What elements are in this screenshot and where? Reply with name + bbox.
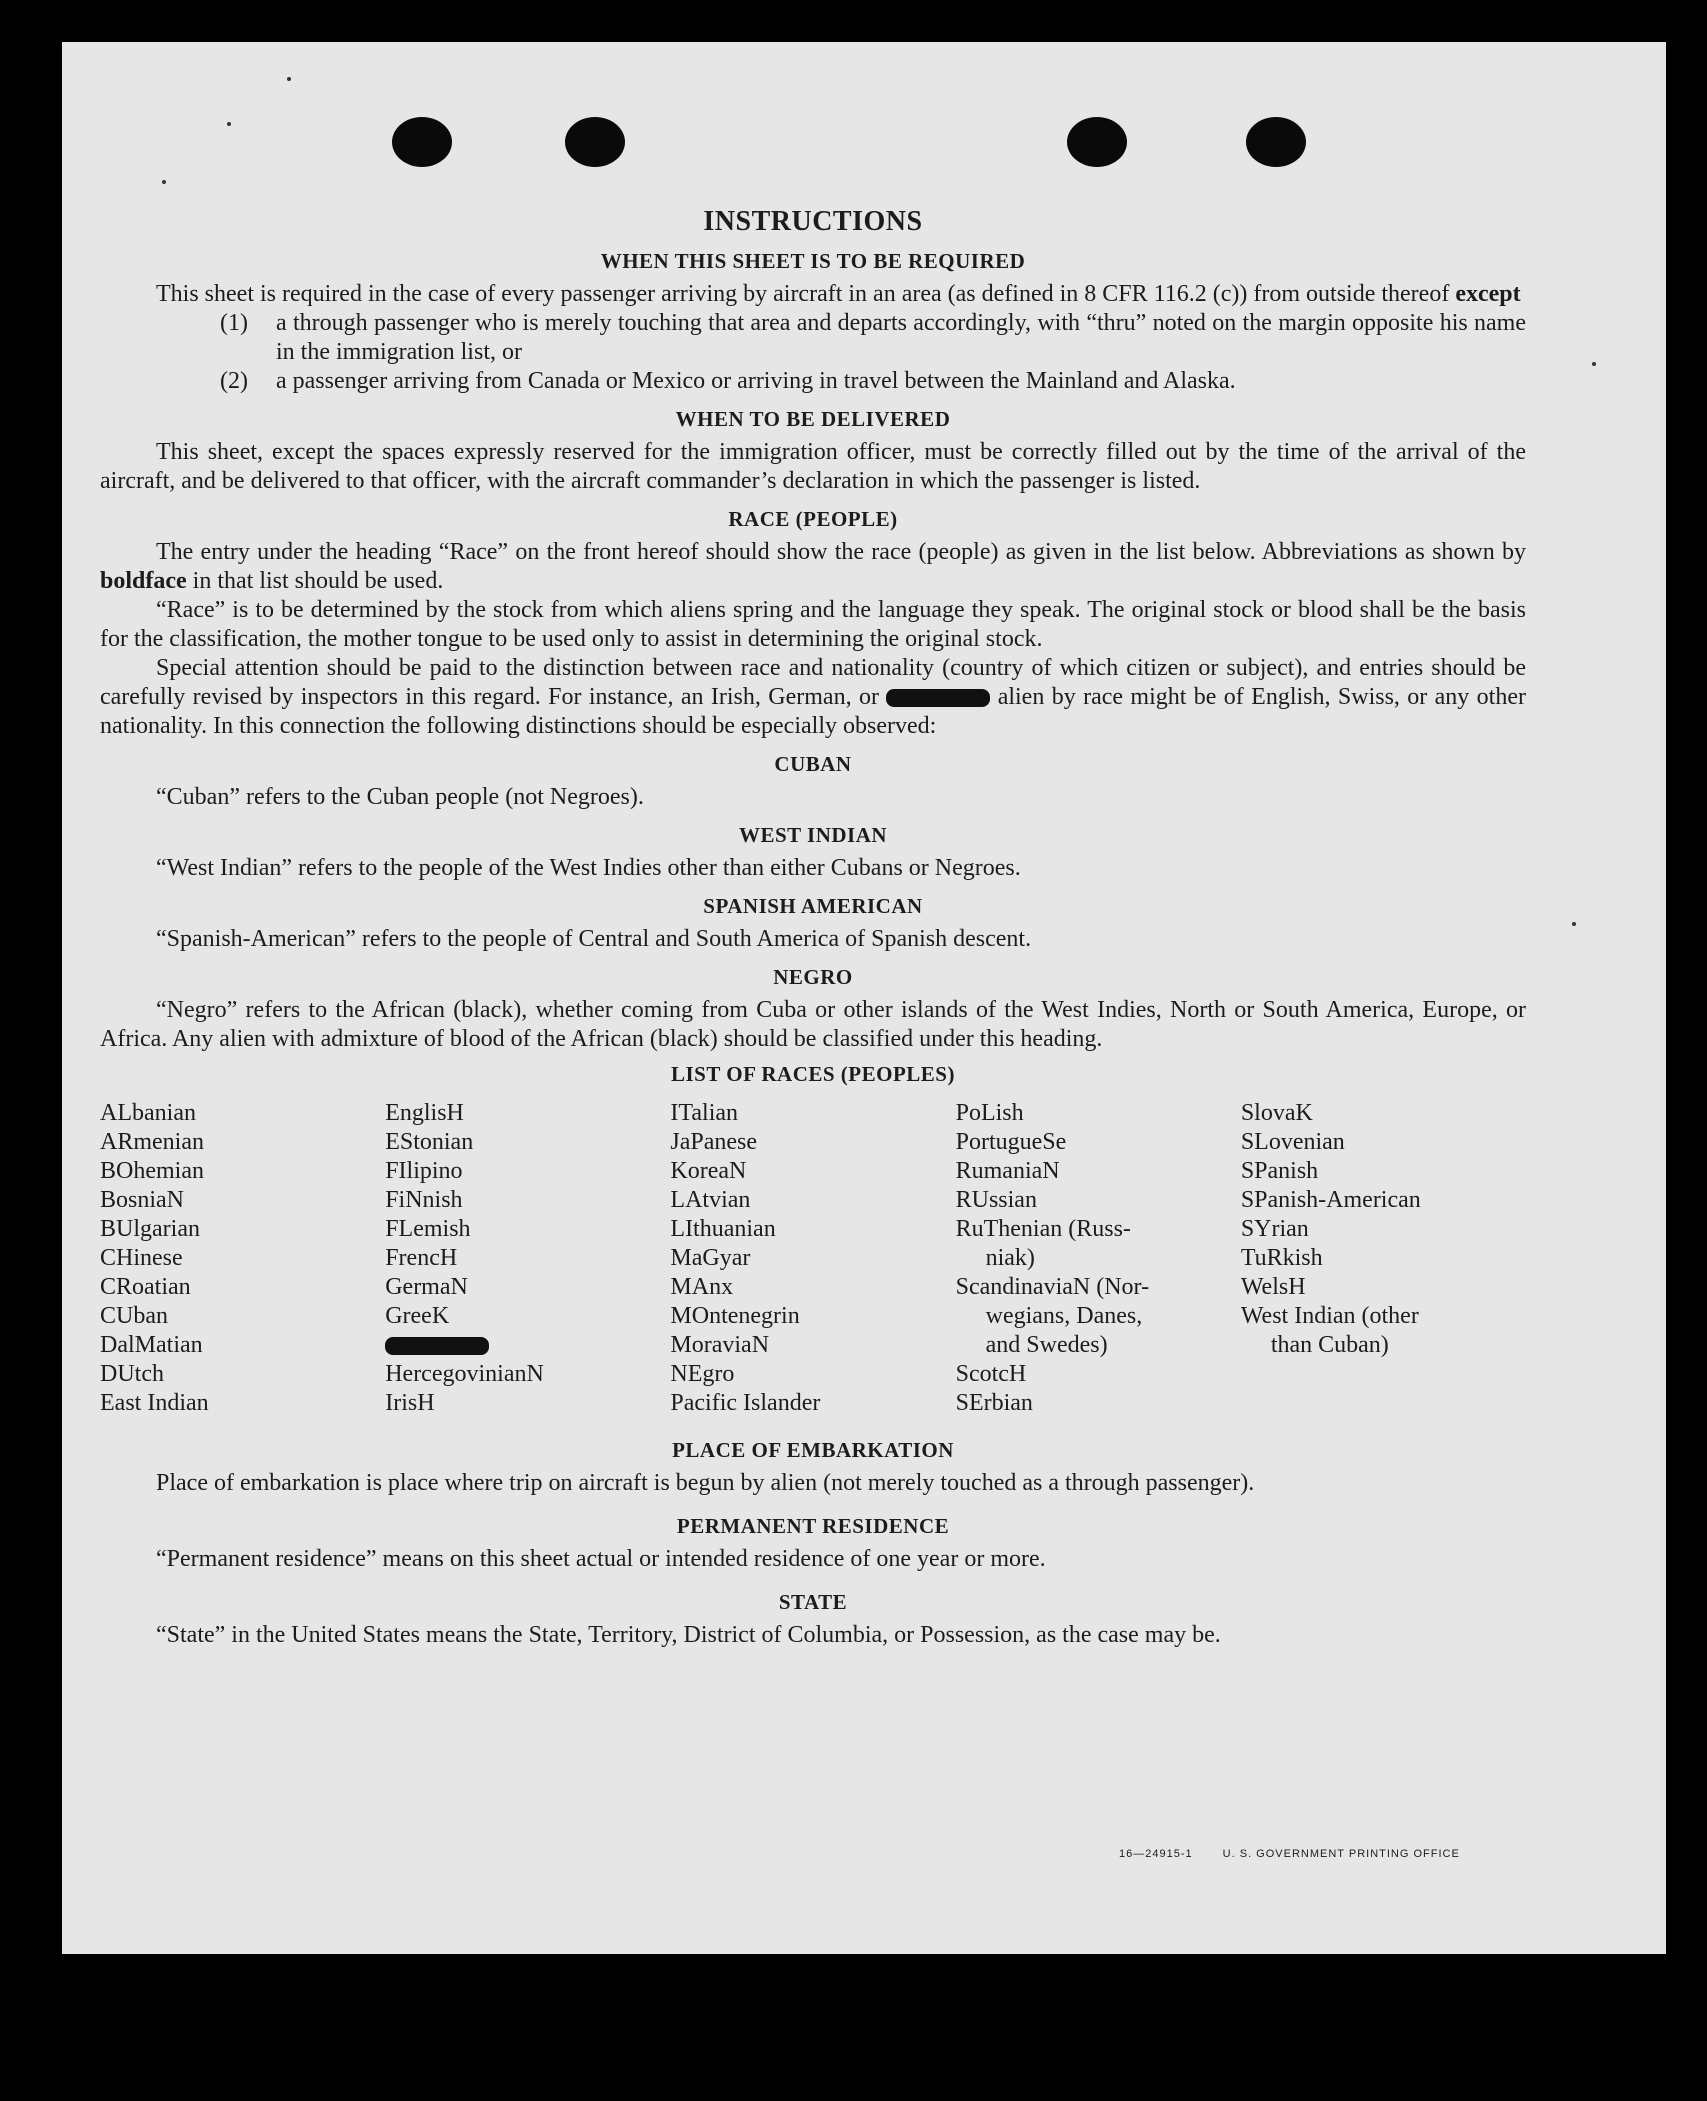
section-heading-west-indian: WEST INDIAN: [738, 823, 888, 847]
race-entry: MAnx: [670, 1274, 734, 1300]
section-heading-embarkation: PLACE OF EMBARKATION: [672, 1438, 954, 1462]
race-entry: FiNnish: [385, 1187, 463, 1213]
section-heading-delivered: WHEN TO BE DELIVERED: [675, 407, 951, 431]
embarkation-text: Place of embarkation is place where trip on aircraft is begun by alien (not merely touched as a through passenger).: [156, 1470, 1255, 1496]
punch-hole: [1246, 117, 1306, 167]
section-heading-residence: PERMANENT RESIDENCE: [676, 1514, 950, 1538]
races-column-2: [385, 1099, 670, 1418]
race-entry: FLemish: [385, 1216, 471, 1242]
punch-hole: [565, 117, 625, 167]
race-entry: ScotcH: [955, 1361, 1027, 1387]
section-heading-state: STATE: [778, 1590, 848, 1614]
section-heading-race: RACE (PEOPLE): [728, 507, 898, 531]
race-entry: DUtch: [100, 1361, 164, 1387]
race-entry-continued: wegians, Danes,: [985, 1303, 1143, 1329]
race-paragraph-3: Special attention should be paid to the distinction between race and nationality (country of which citizen or subject), and entries should be carefully revised by inspectors in this regard. For instance, an Irish, German, or alien by race might be of English, Swiss, or any other nationality. In this connection the following distinctions should be especially observed:: [100, 655, 1526, 739]
cuban-text: “Cuban” refers to the Cuban people (not Negroes).: [156, 784, 644, 810]
page-title: INSTRUCTIONS: [703, 206, 923, 237]
exception-item-1: (1) a through passenger who is merely touching that area and departs accordingly, with “thru” noted on the margin opposite his name in the immigration list, or: [220, 310, 1526, 365]
race-entry: EnglisH: [385, 1100, 464, 1126]
race-entry: MOntenegrin: [670, 1303, 800, 1329]
race-entry-continued: than Cuban): [1270, 1332, 1389, 1358]
race-entry: SPanish: [1240, 1158, 1319, 1184]
race-entry: DalMatian: [100, 1332, 203, 1358]
race-entry: SErbian: [955, 1390, 1033, 1416]
race-entry: PoLish: [955, 1100, 1024, 1126]
residence-text: “Permanent residence” means on this sheet actual or intended residence of one year or more.: [156, 1546, 1046, 1572]
race-entry: SLovenian: [1240, 1129, 1345, 1155]
punch-hole: [1067, 117, 1127, 167]
race-entry: CRoatian: [100, 1274, 191, 1300]
races-column-5: [1241, 1099, 1526, 1418]
races-list: [100, 1099, 1526, 1418]
race-entry: West Indian (other: [1240, 1303, 1419, 1329]
race-entry: GermaN: [385, 1274, 468, 1300]
race-entry: CHinese: [100, 1245, 183, 1271]
race-entry: PortugueSe: [955, 1129, 1067, 1155]
negro-text: “Negro” refers to the African (black), whether coming from Cuba or other islands of the West Indies, North or South America, Europe, or Africa. Any alien with admixture of blood of the African (black) should be classified under this heading.: [100, 997, 1526, 1052]
race-entry: East Indian: [100, 1390, 209, 1416]
speck: [1592, 362, 1596, 366]
races-column-1: [100, 1099, 385, 1418]
race-paragraph-1: The entry under the heading “Race” on the front hereof should show the race (people) as given in the list below. Abbreviations as shown by boldface in that list should be used.: [100, 539, 1526, 594]
race-entry: WelsH: [1240, 1274, 1306, 1300]
race-entry: JaPanese: [670, 1129, 758, 1155]
race-entry: LIthuanian: [670, 1216, 776, 1242]
race-entry: BUlgarian: [100, 1216, 200, 1242]
form-number: 16—24915-1: [1119, 1848, 1193, 1860]
section-heading-spanish-american: SPANISH AMERICAN: [703, 894, 923, 918]
race-entry: ITalian: [670, 1100, 739, 1126]
redaction-mark: [886, 689, 990, 707]
race-entry: BosniaN: [100, 1187, 184, 1213]
race-entry: ALbanian: [100, 1100, 196, 1126]
section-heading-negro: NEGRO: [773, 965, 853, 989]
race-entry: ScandinaviaN (Nor-: [955, 1274, 1150, 1300]
printer-name: U. S. GOVERNMENT PRINTING OFFICE: [1222, 1848, 1460, 1860]
race-entry: TuRkish: [1240, 1245, 1323, 1271]
race-entry: IrisH: [385, 1390, 435, 1416]
race-entry: NEgro: [670, 1361, 735, 1387]
required-intro: This sheet is required in the case of every passenger arriving by aircraft in an area (as defined in 8 CFR 116.2 (c)) from outside thereof except: [156, 281, 1521, 307]
race-entry: SlovaK: [1240, 1100, 1313, 1126]
speck: [287, 77, 291, 81]
punch-hole: [392, 117, 452, 167]
race-entry: EStonian: [385, 1129, 474, 1155]
speck: [1572, 922, 1576, 926]
race-entry: Pacific Islander: [670, 1390, 821, 1416]
race-entry: KoreaN: [670, 1158, 747, 1184]
race-entry: SPanish-American: [1240, 1187, 1421, 1213]
race-entry: ARmenian: [100, 1129, 204, 1155]
speck: [227, 122, 231, 126]
section-heading-cuban: CUBAN: [774, 752, 852, 776]
race-entry: MoraviaN: [670, 1332, 770, 1358]
race-entry-redacted: [385, 1331, 670, 1360]
races-column-4: [956, 1099, 1241, 1418]
west-indian-text: “West Indian” refers to the people of the West Indies other than either Cubans or Negroes.: [156, 855, 1021, 881]
redaction-mark: [385, 1337, 489, 1355]
race-entry-continued: and Swedes): [985, 1332, 1108, 1358]
document-page: [62, 42, 1666, 1954]
race-entry: LAtvian: [670, 1187, 751, 1213]
race-entry: RuThenian (Russ-: [955, 1216, 1131, 1242]
race-entry: FIlipino: [385, 1158, 463, 1184]
race-entry: GreeK: [385, 1303, 450, 1329]
list-of-races-heading: LIST OF RACES (PEOPLES): [671, 1062, 955, 1086]
printer-imprint: [1119, 1848, 1486, 1860]
race-entry: HercegovinianN: [385, 1361, 544, 1387]
race-entry: CUban: [100, 1303, 168, 1329]
race-paragraph-2: “Race” is to be determined by the stock from which aliens spring and the language they speak. The original stock or blood shall be the basis for the classification, the mother tongue to be used only to assist in determining the original stock.: [100, 597, 1526, 652]
race-entry: FrencH: [385, 1245, 458, 1271]
race-entry: RumaniaN: [955, 1158, 1060, 1184]
races-column-3: [670, 1099, 955, 1418]
delivered-text: This sheet, except the spaces expressly reserved for the immigration officer, must be correctly filled out by the time of the arrival of the aircraft, and be delivered to that officer, with the aircraft commander’s declaration in which the passenger is listed.: [100, 439, 1526, 494]
exception-item-2: (2) a passenger arriving from Canada or Mexico or arriving in travel between the Mainland and Alaska.: [220, 368, 1236, 394]
race-entry: RUssian: [955, 1187, 1037, 1213]
state-text: “State” in the United States means the State, Territory, District of Columbia, or Possession, as the case may be.: [156, 1622, 1221, 1648]
speck: [162, 180, 166, 184]
section-heading-required: WHEN THIS SHEET IS TO BE REQUIRED: [600, 249, 1026, 273]
spanish-american-text: “Spanish-American” refers to the people of Central and South America of Spanish descent.: [156, 926, 1032, 952]
race-entry-continued: niak): [985, 1245, 1035, 1271]
race-entry: MaGyar: [670, 1245, 751, 1271]
race-entry: SYrian: [1240, 1216, 1309, 1242]
race-entry: BOhemian: [100, 1158, 204, 1184]
